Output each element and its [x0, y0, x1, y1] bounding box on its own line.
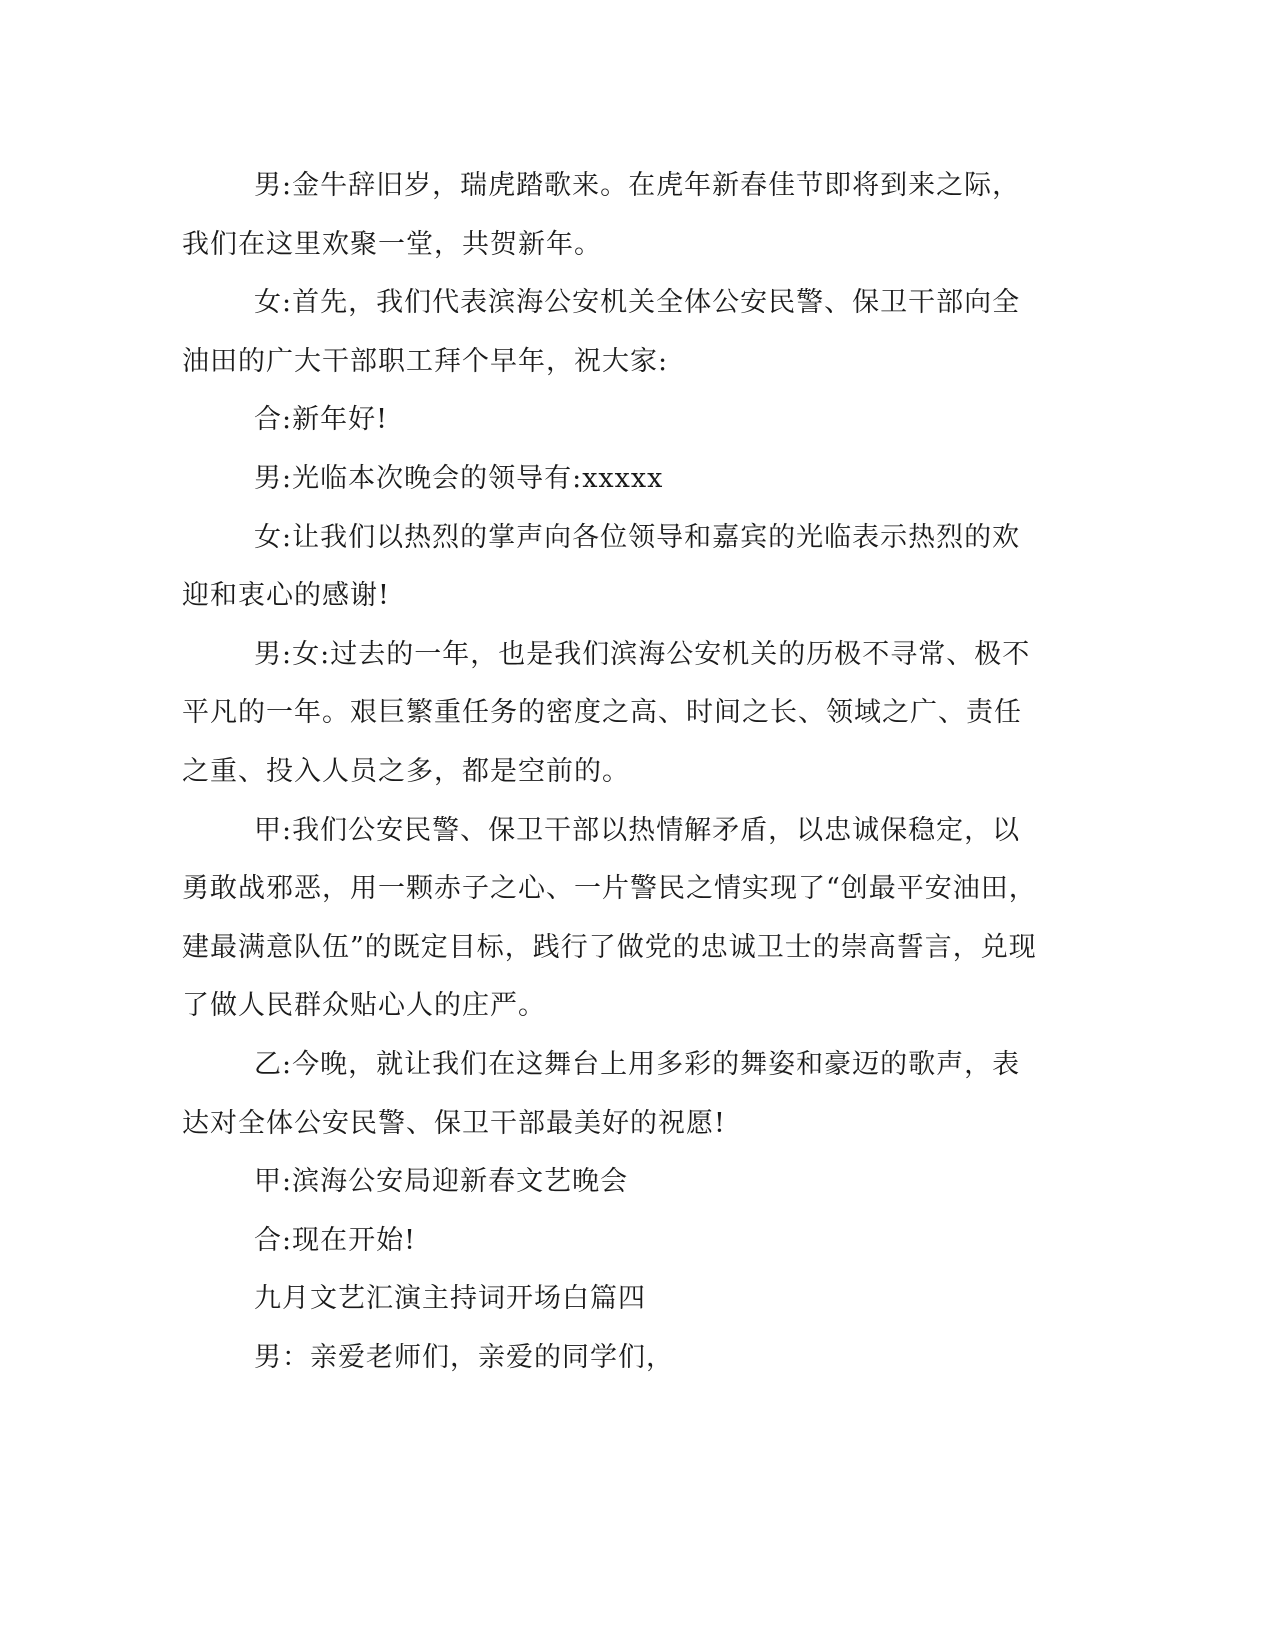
paragraph-10: 合:现在开始! — [254, 1224, 416, 1256]
paragraph-1: 男:金牛辞旧岁，瑞虎踏歌来。在虎年新春佳节即将到来之际，我们在这里欢聚一堂，共贺新年。 — [182, 170, 1021, 260]
paragraph-2: 女:首先，我们代表滨海公安机关全体公安民警、保卫干部向全油田的广大干部职工拜个早年，祝大家: — [182, 287, 1021, 377]
paragraph-6: 男:女:过去的一年，也是我们滨海公安机关的历极不寻常、极不平凡的一年。艰巨繁重任务的密度之高、时间之长、领域之广、责任之重、投入人员之多，都是空前的。 — [182, 638, 1031, 787]
paragraph-3: 合:新年好! — [254, 404, 388, 436]
document-body — [182, 157, 1037, 1387]
paragraph-9: 甲:滨海公安局迎新春文艺晚会 — [254, 1166, 629, 1198]
paragraph-4: 男:光临本次晚会的领导有:xxxxx — [254, 462, 664, 494]
paragraph-8: 乙:今晚，就让我们在这舞台上用多彩的舞姿和豪迈的歌声，表达对全体公安民警、保卫干部最美好的祝愿! — [182, 1048, 1021, 1139]
paragraph-7: 甲:我们公安民警、保卫干部以热情解矛盾，以忠诚保稳定，以勇敢战邪恶，用一颗赤子之心、一片警民之情实现了“创最平安油田，建最满意队伍”的既定目标，践行了做党的忠诚卫士的崇高誓言，兑现了做人民群众贴心人的庄严。 — [182, 814, 1037, 1022]
paragraph-12: 男：亲爱老师们，亲爱的同学们， — [254, 1341, 674, 1373]
paragraph-5: 女:让我们以热烈的掌声向各位领导和嘉宾的光临表示热烈的欢迎和衷心的感谢! — [182, 521, 1021, 612]
section-heading: 九月文艺汇演主持词开场白篇四 — [254, 1283, 646, 1315]
